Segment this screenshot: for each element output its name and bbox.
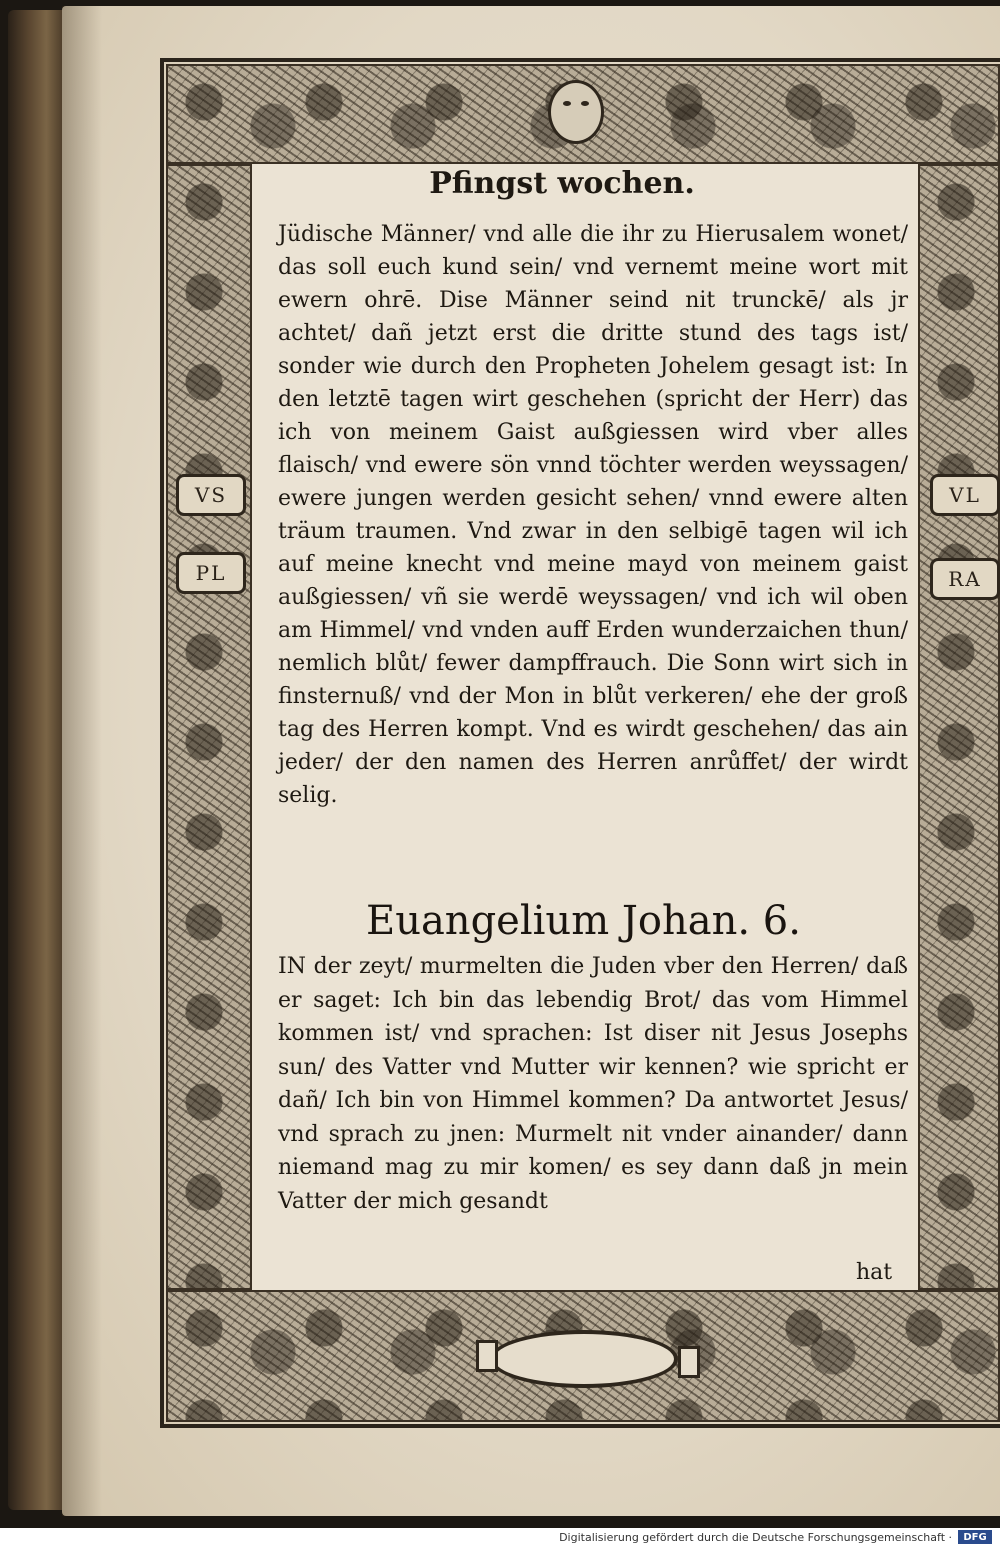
gospel-text: IN der zeyt/ murmelten die Juden vber den Herren/ daß er saget: Ich bin das lebendig Brot/ das vom Himmel kommen ist/ vnd sprachen: Ist diser nit Jesus Josephs sun/ des Vatter vnd Mutter wir kennen? wie spricht er dañ/ Ich bin von Himmel kommen? Da antwortet Jesus/ vnd sprach zu jnen: Murmelt nit vnder ainander/ dann niemand mag zu mir komen/ es sey dann daß jn mein Vatter der mich gesandt [278,954,908,1214]
pillar-label-vs: VS [176,474,246,516]
pillar-label-pl: PL [176,552,246,594]
running-head: Pfingst wochen. [429,166,695,201]
catchword: hat [856,1260,893,1285]
dfg-logo: DFG [958,1530,992,1544]
bottom-slot-ornament-left [476,1340,498,1372]
pillar-label-vl: VL [930,474,1000,516]
dfg-credit-text: Digitalisierung gefördert durch die Deutsche Forschungsgemeinschaft · [559,1531,952,1544]
cherub-face-ornament [548,80,604,144]
page-gutter-shadow [62,6,102,1516]
epistle-text: Jüdische Männer/ vnd alle die ihr zu Hierusalem wonet/ das soll euch kund sein/ vnd vernemt meine wort mit ewern ohrē. Dise Männer seind nit trunckē/ als jr achtet/ dañ jetzt erst die dritte stund des tags ist/ sonder wie durch den Propheten Johelem gesagt ist: In den letztē tagen wirt geschehen (spricht der Herr) das ich von meinem Gaist außgiessen wird vber alles flaisch/ vnd ewere sön vnnd töchter werden weyssagen/ ewere jungen werden gesicht sehen/ vnnd ewere alten träum traumen. Vnd zwar in den selbigē tagen wil ich auf meine knecht vnd meine mayd von meinem gaist außgiessen/ vñ sie werdē weyssagen/ vnd ich wil oben am Himmel/ vnd vnden auff Erden wunderzaichen thun/ nemlich blůt/ fewer dampffrauch. Die Sonn wirt sich in finsternuß/ vnd der Mon in blůt verkeren/ ehe der groß tag des Herren kompt. Vnd es wirdt geschehen/ das ain jeder/ der den namen des Herren anrůffet/ der wirdt selig. [278,222,908,808]
woodcut-border-right [918,164,1000,1290]
gospel-heading: Euangelium Johan. 6. [366,898,801,944]
woodcut-border-left [166,164,252,1290]
bottom-cartouche-ornament [490,1330,678,1388]
pillar-label-ra: RA [930,558,1000,600]
bottom-slot-ornament-right [678,1346,700,1378]
